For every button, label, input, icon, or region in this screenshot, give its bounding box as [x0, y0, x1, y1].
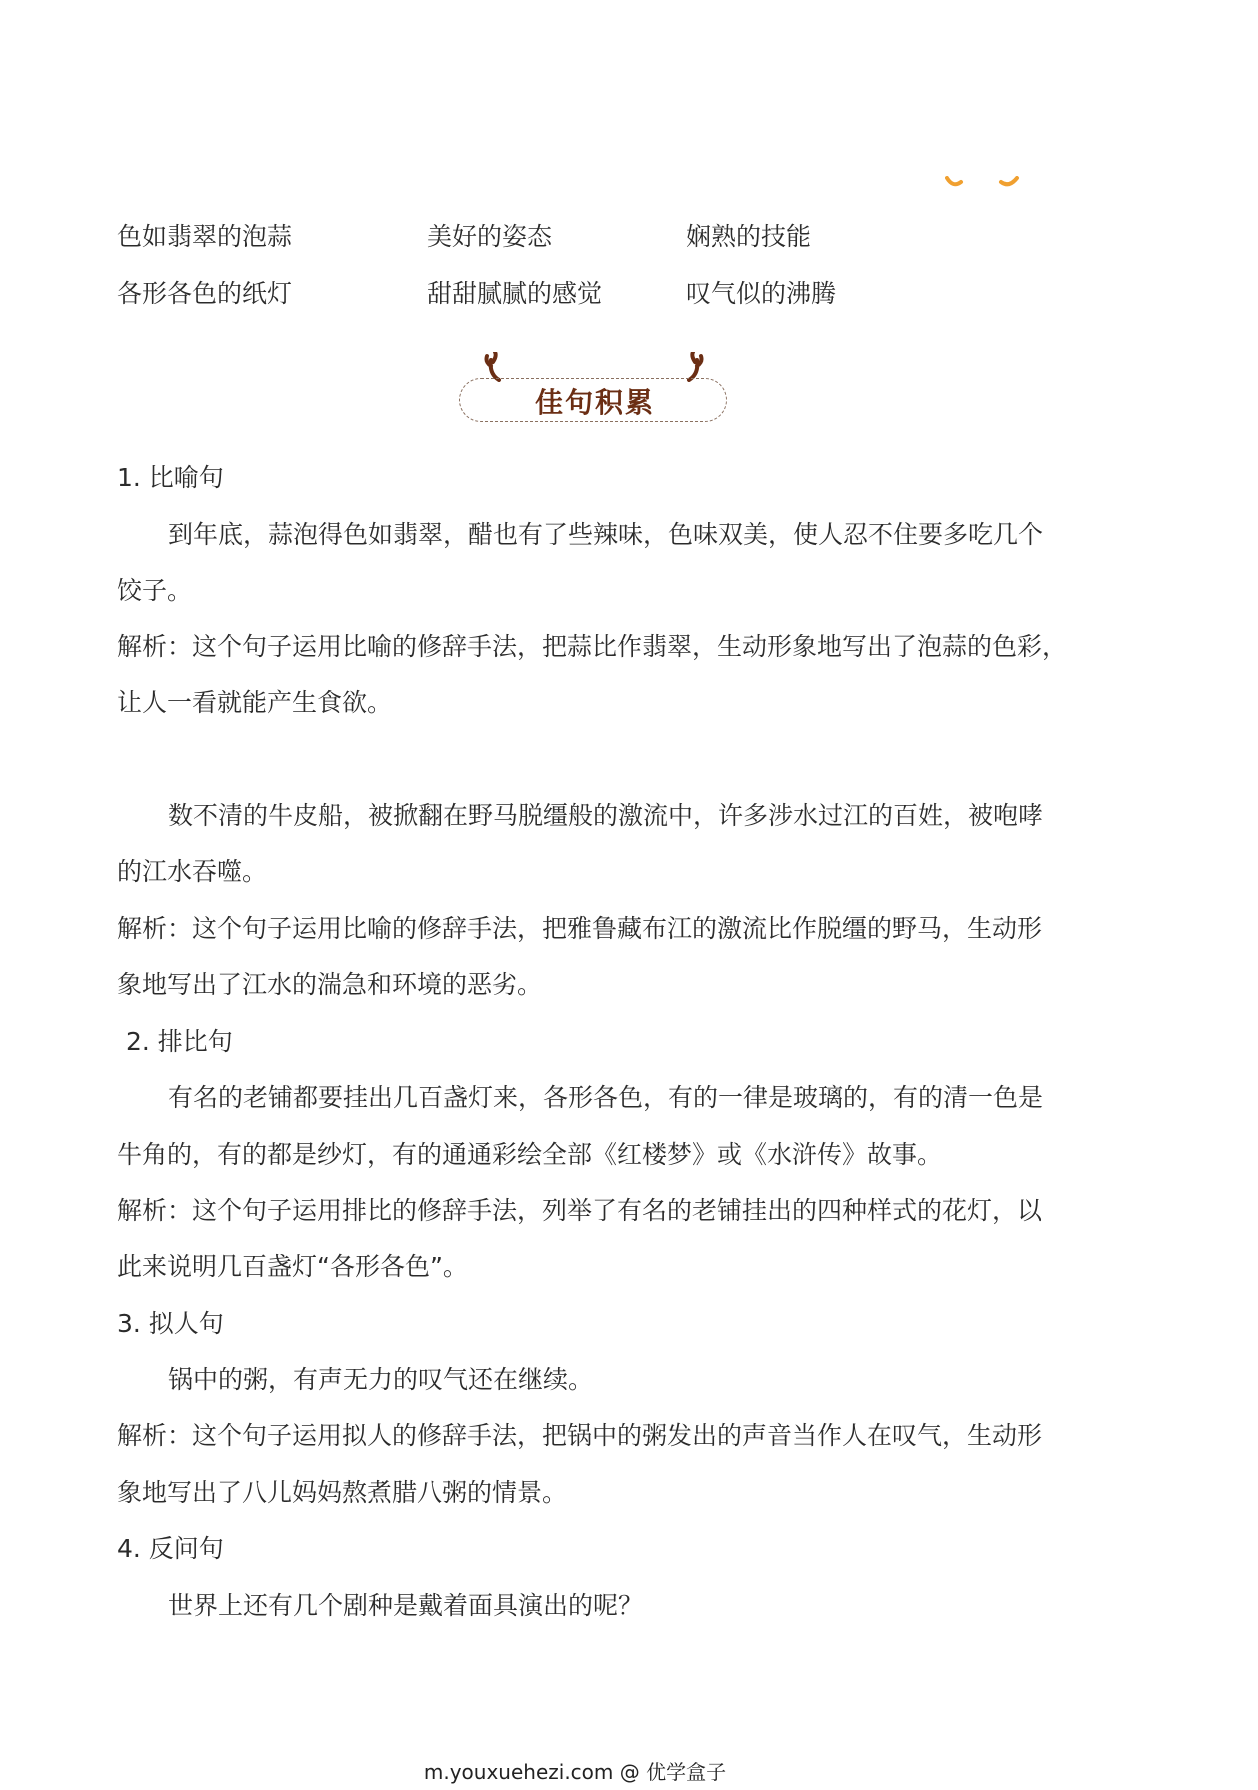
page-footer: m.youxuehezi.com @ 优学盒子 [423, 1760, 727, 1784]
body-line: 牛角的，有的都是纱灯，有的通通彩绘全部《红楼梦》或《水浒传》故事。 [117, 1140, 943, 1169]
body-line: 世界上还有几个剧种是戴着面具演出的呢？ [168, 1591, 644, 1620]
decorative-orange-marks [945, 176, 1025, 190]
analysis-line: 解析：这个句子运用排比的修辞手法，列举了有名的老铺挂出的四种样式的花灯，以 [117, 1196, 1043, 1225]
body-line: 锅中的粥，有声无力的叹气还在继续。 [168, 1365, 594, 1394]
analysis-line: 解析：这个句子运用拟人的修辞手法，把锅中的粥发出的声音当作人在叹气，生动形 [117, 1421, 1043, 1450]
heading-line: 4. 反问句 [117, 1534, 224, 1563]
section-title-badge [455, 352, 735, 426]
body-line: 有名的老铺都要挂出几百盏灯来，各形各色，有的一律是玻璃的，有的清一色是 [168, 1083, 1044, 1112]
heading-line: 2. 排比句 [126, 1027, 233, 1056]
phrase-item: 娴熟的技能 [686, 222, 812, 251]
analysis-line: 让人一看就能产生食欲。 [117, 688, 393, 717]
body-line: 饺子。 [117, 576, 193, 605]
analysis-line: 象地写出了八儿妈妈熬煮腊八粥的情景。 [117, 1478, 568, 1507]
analysis-line: 解析：这个句子运用比喻的修辞手法，把蒜比作翡翠，生动形象地写出了泡蒜的色彩， [117, 632, 1068, 661]
phrase-item: 甜甜腻腻的感觉 [427, 279, 603, 308]
section-title: 佳句积累 [534, 386, 655, 419]
heading-line: 1. 比喻句 [117, 463, 224, 492]
body-line: 数不清的牛皮船，被掀翻在野马脱缰般的激流中，许多涉水过江的百姓，被咆哮 [168, 801, 1044, 830]
body-line: 到年底，蒜泡得色如翡翠，醋也有了些辣味，色味双美，使人忍不住要多吃几个 [168, 520, 1044, 549]
phrase-item: 美好的姿态 [427, 222, 553, 251]
analysis-line: 此来说明几百盏灯“各形各色”。 [117, 1252, 468, 1281]
phrase-item: 各形各色的纸灯 [117, 279, 293, 308]
analysis-line: 解析：这个句子运用比喻的修辞手法，把雅鲁藏布江的激流比作脱缰的野马，生动形 [117, 914, 1043, 943]
analysis-line: 象地写出了江水的湍急和环境的恶劣。 [117, 970, 543, 999]
phrase-item: 叹气似的沸腾 [686, 279, 837, 308]
phrase-item: 色如翡翠的泡蒜 [117, 222, 293, 251]
body-line: 的江水吞噬。 [117, 857, 268, 886]
heading-line: 3. 拟人句 [117, 1309, 224, 1338]
